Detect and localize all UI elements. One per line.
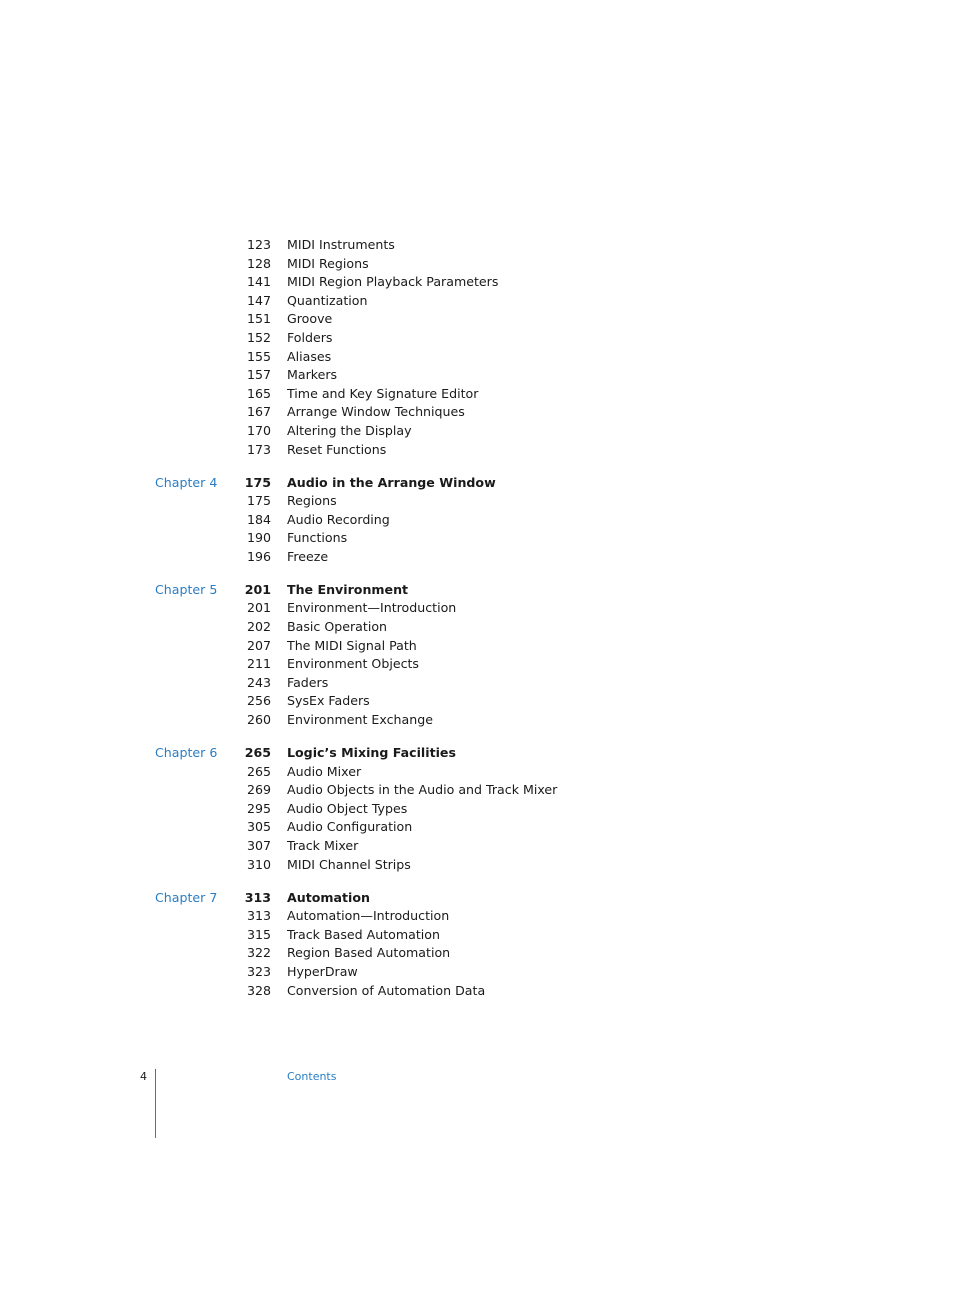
chapter-label: Chapter 7: [155, 889, 218, 905]
page-number: 167: [246, 404, 271, 420]
toc-entry[interactable]: [0, 366, 954, 385]
chapter-heading-row[interactable]: [0, 474, 954, 493]
toc-entry[interactable]: [0, 618, 954, 637]
entry-title: SysEx Faders: [287, 693, 370, 709]
page-number: 322: [246, 945, 271, 961]
entry-title: Freeze: [287, 548, 329, 564]
page-number: 155: [246, 348, 271, 364]
page-number: 269: [246, 782, 271, 798]
toc-entry[interactable]: [0, 273, 954, 292]
page-number: 175: [244, 474, 271, 490]
page-number: 328: [246, 982, 271, 998]
footer-section-label: Contents: [287, 1070, 337, 1083]
entry-title: Aliases: [287, 348, 332, 364]
page-number: 201: [246, 600, 271, 616]
page-number: 313: [244, 889, 271, 905]
toc-entry[interactable]: [0, 637, 954, 656]
toc-entry[interactable]: [0, 963, 954, 982]
chapter-heading-row[interactable]: [0, 581, 954, 600]
toc-entry[interactable]: [0, 441, 954, 460]
page-number: 128: [246, 255, 271, 271]
chapter-label: Chapter 6: [155, 745, 218, 761]
page-number: 151: [246, 311, 271, 327]
page-number: 265: [244, 745, 271, 761]
entry-title: Conversion of Automation Data: [287, 982, 486, 998]
toc-entry[interactable]: [0, 548, 954, 567]
footer-page-number: 4: [140, 1070, 147, 1083]
entry-title: Altering the Display: [287, 422, 412, 438]
page-number: 260: [246, 712, 271, 728]
toc-entry[interactable]: [0, 856, 954, 875]
page-number: 265: [246, 763, 271, 779]
toc-entry[interactable]: [0, 385, 954, 404]
page-number: 295: [246, 800, 271, 816]
page-number: 211: [246, 656, 271, 672]
table-of-contents: [0, 236, 954, 1000]
toc-entry[interactable]: [0, 692, 954, 711]
entry-title: Environment Objects: [287, 656, 419, 672]
chapter-heading-row[interactable]: [0, 744, 954, 763]
chapter-title: The Environment: [287, 581, 409, 597]
toc-entry[interactable]: [0, 599, 954, 618]
toc-entry[interactable]: [0, 837, 954, 856]
toc-section: [0, 889, 954, 1001]
entry-title: Time and Key Signature Editor: [287, 385, 479, 401]
chapter-title: Audio in the Arrange Window: [287, 474, 496, 490]
entry-title: Faders: [287, 674, 329, 690]
entry-title: MIDI Regions: [287, 255, 369, 271]
entry-title: Audio Configuration: [287, 819, 413, 835]
section-spacer: [0, 566, 954, 580]
page-number: 207: [246, 637, 271, 653]
page-number: 196: [246, 548, 271, 564]
toc-entry[interactable]: [0, 926, 954, 945]
toc-entry[interactable]: [0, 529, 954, 548]
entry-title: Environment Exchange: [287, 712, 433, 728]
toc-entry[interactable]: [0, 711, 954, 730]
entry-title: Folders: [287, 329, 333, 345]
page-number: 165: [246, 385, 271, 401]
toc-entry[interactable]: [0, 422, 954, 441]
section-spacer: [0, 459, 954, 473]
page-number: 157: [246, 367, 271, 383]
toc-entry[interactable]: [0, 800, 954, 819]
toc-entry[interactable]: [0, 511, 954, 530]
entry-title: Groove: [287, 311, 333, 327]
entry-title: Audio Mixer: [287, 763, 362, 779]
entry-title: MIDI Instruments: [287, 237, 395, 252]
entry-title: Audio Recording: [287, 511, 390, 527]
toc-entry[interactable]: [0, 982, 954, 1001]
page-number: 202: [246, 619, 271, 635]
page-number: 313: [246, 908, 271, 924]
section-spacer: [0, 730, 954, 744]
chapter-label: Chapter 5: [155, 581, 218, 597]
toc-section: [0, 581, 954, 730]
page-number: 307: [246, 837, 271, 853]
toc-entry[interactable]: [0, 348, 954, 367]
toc-entry[interactable]: [0, 781, 954, 800]
toc-entry[interactable]: [0, 655, 954, 674]
toc-section: [0, 236, 954, 459]
page-number: 152: [246, 329, 271, 345]
entry-title: MIDI Channel Strips: [287, 856, 411, 872]
toc-entry[interactable]: [0, 236, 954, 255]
toc-entry[interactable]: [0, 944, 954, 963]
entry-title: Track Based Automation: [287, 926, 440, 942]
section-spacer: [0, 874, 954, 888]
entry-title: Automation—Introduction: [287, 908, 450, 924]
page-number: 123: [246, 237, 271, 252]
toc-entry[interactable]: [0, 310, 954, 329]
page-number: 256: [246, 693, 271, 709]
page-number: 243: [246, 674, 271, 690]
toc-section: [0, 744, 954, 874]
entry-title: HyperDraw: [287, 963, 358, 979]
toc-entry[interactable]: [0, 403, 954, 422]
page-number: 315: [246, 926, 271, 942]
toc-entry[interactable]: [0, 492, 954, 511]
toc-entry[interactable]: [0, 255, 954, 274]
toc-entry[interactable]: [0, 292, 954, 311]
page-number: 310: [246, 856, 271, 872]
entry-title: The MIDI Signal Path: [287, 637, 417, 653]
page-number: 175: [246, 493, 271, 509]
chapter-heading-row[interactable]: [0, 889, 954, 908]
entry-title: Quantization: [287, 292, 368, 308]
entry-title: Environment—Introduction: [287, 600, 457, 616]
footer-divider: [155, 1069, 156, 1138]
entry-title: Reset Functions: [287, 441, 387, 457]
chapter-label: Chapter 4: [155, 474, 218, 490]
toc-entry[interactable]: [0, 329, 954, 348]
entry-title: Track Mixer: [287, 837, 359, 853]
toc-entry[interactable]: [0, 907, 954, 926]
page-number: 323: [246, 963, 271, 979]
page-number: 305: [246, 819, 271, 835]
page-number: 141: [246, 274, 271, 290]
page-number: 173: [246, 441, 271, 457]
entry-title: Functions: [287, 530, 348, 546]
toc-entry[interactable]: [0, 674, 954, 693]
chapter-title: Automation: [287, 889, 370, 905]
entry-title: Region Based Automation: [287, 945, 451, 961]
entry-title: MIDI Region Playback Parameters: [287, 274, 499, 290]
page-number: 147: [246, 292, 271, 308]
entry-title: Markers: [287, 367, 338, 383]
page-number: 184: [246, 511, 271, 527]
entry-title: Regions: [287, 493, 337, 509]
chapter-title: Logic’s Mixing Facilities: [287, 745, 456, 761]
toc-section: [0, 474, 954, 567]
page-number: 190: [246, 530, 271, 546]
entry-title: Audio Object Types: [287, 800, 408, 816]
entry-title: Audio Objects in the Audio and Track Mixer: [287, 782, 558, 798]
page-number: 201: [244, 581, 271, 597]
entry-title: Arrange Window Techniques: [287, 404, 465, 420]
toc-entry[interactable]: [0, 818, 954, 837]
page-number: 170: [246, 422, 271, 438]
toc-entry[interactable]: [0, 763, 954, 782]
entry-title: Basic Operation: [287, 619, 388, 635]
